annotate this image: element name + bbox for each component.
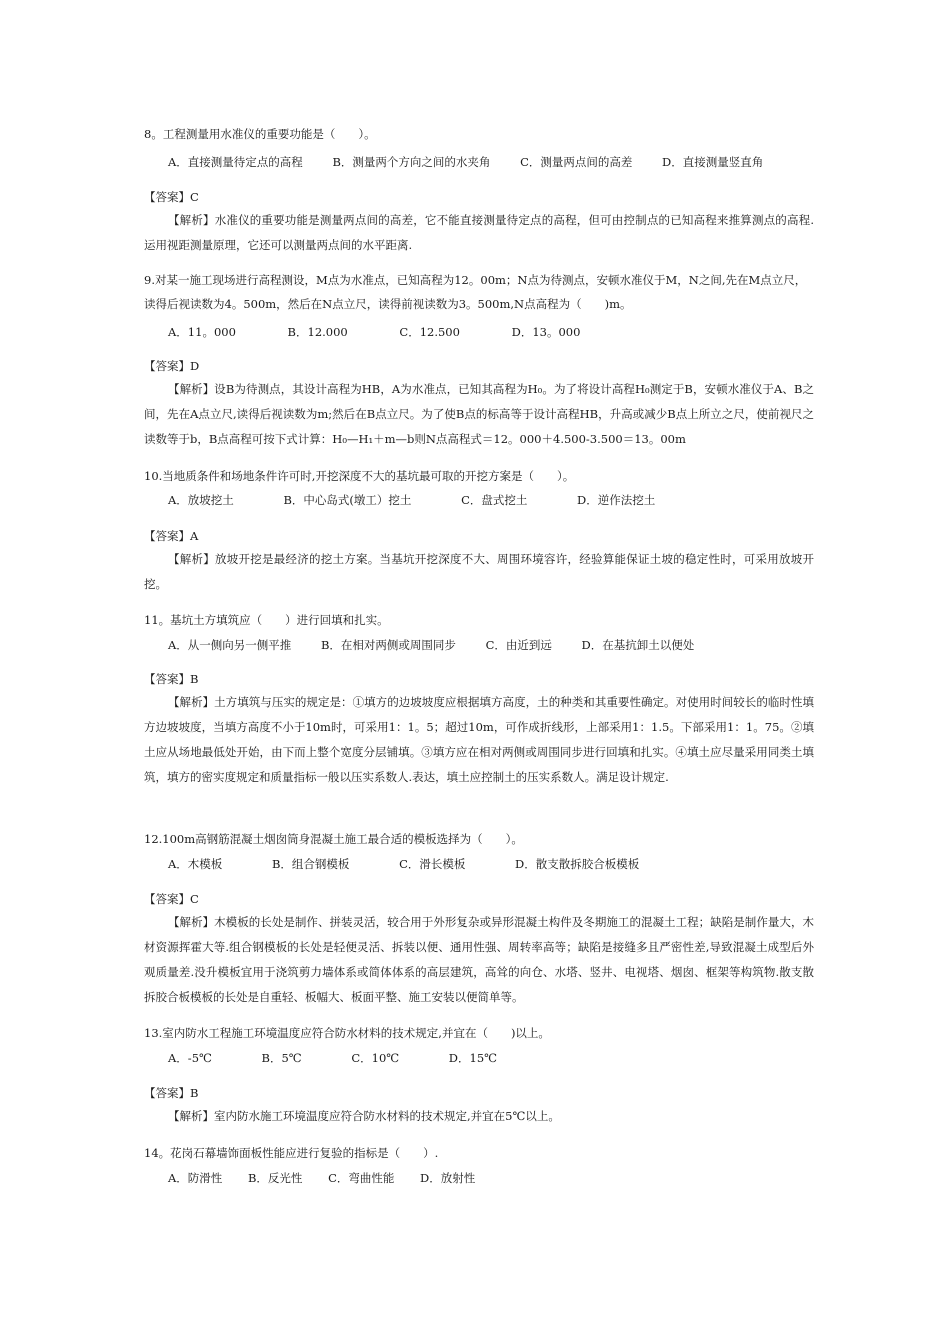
question-11-answer: 【答案】B — [144, 672, 199, 686]
question-8-stem: 8。工程测量用水准仪的重要功能是（ ）。 — [144, 127, 376, 141]
option-b: B．在相对两侧或周围同步 — [320, 638, 456, 652]
option-d: D．直接测量竖直角 — [662, 155, 764, 169]
question-10-answer: 【答案】A — [144, 529, 199, 543]
option-c: C．12.500 — [399, 325, 460, 339]
question-11-analysis: 【解析】土方填筑与压实的规定是：①填方的边坡坡度应根据填方高度，土的种类和其重要性确定。对使用时间较长的临时性填方边坡坡度，当填方高度不小于10m时，可采用1：1。5；超过10m，可作成折线形，上部采用1：1.5。下部采用1：1。75。②填土应从场地最低处开始，由下而上整个宽度分层铺填。③填方应在相对两侧或周围同步进行回填和扎实。④填土应尽量采用同类土填筑，填方的密实度规定和质量指标一般以压实系数人.表达，填土应控制土的压实系数人。满足设计规定. — [144, 695, 814, 784]
option-a: A．从一侧向另一侧平推 — [168, 638, 292, 652]
question-8-answer: 【答案】C — [144, 190, 199, 204]
option-d: D．15℃ — [448, 1051, 497, 1065]
question-11-options — [168, 638, 720, 652]
question-13-answer: 【答案】B — [144, 1086, 199, 1100]
option-a: A．放坡挖土 — [168, 493, 234, 507]
option-b: B．12.000 — [287, 325, 348, 339]
question-12-options — [168, 857, 665, 871]
option-c: C．由近到远 — [485, 638, 552, 652]
option-a: A．11。000 — [168, 325, 236, 339]
question-13-stem: 13.室内防水工程施工环境温度应符合防水材料的技术规定,并宜在（ )以上。 — [144, 1026, 550, 1040]
option-a: A．直接测量待定点的高程 — [168, 155, 303, 169]
option-b: B．反光性 — [247, 1171, 303, 1185]
question-9-options — [168, 325, 606, 339]
option-d: D．放射性 — [420, 1171, 476, 1185]
question-10-analysis: 【解析】放坡开挖是最经济的挖土方案。当基坑开挖深度不大、周围环境容许，经验算能保证土坡的稳定性时，可采用放坡开挖。 — [144, 552, 814, 591]
question-14-stem: 14。花岗石幕墙饰面板性能应进行复验的指标是（ ）. — [144, 1146, 439, 1160]
option-c: C．弯曲性能 — [328, 1171, 395, 1185]
question-14-options — [168, 1171, 501, 1185]
option-c: C．盘式挖土 — [461, 493, 528, 507]
question-9-stem-line-1: 9.对某一施工现场进行高程测设，M点为水准点，已知高程为12。00m；N点为待测点，安顿水准仪于M，N之间,先在M点立尺， — [144, 273, 807, 287]
option-b: B．5℃ — [261, 1051, 302, 1065]
question-10-options — [168, 493, 681, 507]
question-9-analysis: 【解析】设B为待测点，其设计高程为HB，A为水准点，已知其高程为H₀。为了将设计高程H₀测定于B，安顿水准仪于A、B之间，先在A点立尺,读得后视读数为m;然后在B点立尺。为了使B点的标高等于设计高程HB，升高或减少B点上所立之尺，使前视尺之读数等于b，B点高程可按下式计算：H₀—H₁＋m—b则N点高程式＝12。000＋4.500-3.500＝13。00m — [144, 382, 814, 446]
question-9-stem-line-2: 读得后视读数为4。500m，然后在N点立尺，读得前视读数为3。500m,N点高程为（ )m。 — [144, 297, 632, 311]
option-c: C．滑长模板 — [399, 857, 466, 871]
option-d: D．逆作法挖土 — [577, 493, 656, 507]
question-8-options — [168, 155, 789, 169]
question-13-options — [168, 1051, 523, 1065]
question-9-answer: 【答案】D — [144, 359, 200, 373]
question-13-analysis: 【解析】室内防水施工环境温度应符合防水材料的技术规定,并宜在5℃以上。 — [168, 1109, 560, 1123]
question-8-analysis: 【解析】水准仪的重要功能是测量两点间的高差，它不能直接测量待定点的高程，但可由控制点的已知高程来推算测点的高程.运用视距测量原理，它还可以测量两点间的水平距离. — [144, 213, 814, 252]
option-d: D．13。000 — [511, 325, 581, 339]
option-d: D．散支散拆胶合板模板 — [515, 857, 640, 871]
option-b: B．中心岛式(墩工）挖土 — [283, 493, 412, 507]
question-12-stem: 12.100m高钢筋混凝土烟囱筒身混凝土施工最合适的模板选择为（ ）。 — [144, 832, 523, 846]
question-10-stem: 10.当地质条件和场地条件许可时,开挖深度不大的基坑最可取的开挖方案是（ ）。 — [144, 469, 575, 483]
option-c: C．10℃ — [351, 1051, 400, 1065]
option-a: A．木模板 — [168, 857, 223, 871]
option-b: B．组合钢模板 — [271, 857, 350, 871]
question-11-stem: 11。基坑土方填筑应（ ）进行回填和扎实。 — [144, 613, 389, 627]
option-b: B．测量两个方向之间的水夹角 — [332, 155, 491, 169]
option-a: A．-5℃ — [168, 1051, 212, 1065]
option-d: D．在基抗卸土以便处 — [581, 638, 695, 652]
question-12-answer: 【答案】C — [144, 892, 199, 906]
question-12-analysis: 【解析】木模板的长处是制作、拼装灵活，较合用于外形复杂或异形混凝土构件及冬期施工的混凝土工程；缺陷是制作量大，木材资源挥霍大等.组合钢模板的长处是轻便灵活、拆装以便、通用性强、周转率高等；缺陷是接缝多且严密性差,导致混凝土成型后外观质量差.没升模板宜用于浇筑剪力墙体系或简体体系的高层建筑，高耸的向仓、水塔、竖井、电视塔、烟囱、框架等构筑物.散支散拆胶合板模板的长处是自重轻、板幅大、板面平整、施工安装以便简单等。 — [144, 915, 814, 1004]
option-c: C．测量两点间的高差 — [520, 155, 633, 169]
option-a: A．防滑性 — [168, 1171, 223, 1185]
